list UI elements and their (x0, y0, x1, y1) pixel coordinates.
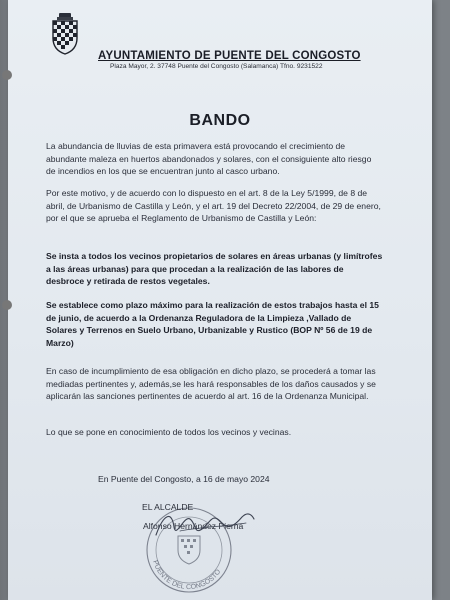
svg-text:PUENTE DEL CONGOSTO: PUENTE DEL CONGOSTO (151, 559, 223, 592)
paragraph-sanctions: En caso de incumplimiento de esa obligación en dicho plazo, se procederá a tomar las mediadas pertinentes y, además,se les hará responsables de los daños causados y se aplicarán las sanciones pertinentes de acuerdo al art. 16 de la Ordenanza Municipal. (46, 366, 376, 401)
paragraph-instruction: Se insta a todos los vecinos propietarios de solares en áreas urbanas (y limítrofes a las áreas urbanas) para que procedan a la realización de las labores de desbroce y retirada de restos vegetales. (46, 251, 383, 286)
punch-hole (2, 70, 12, 80)
punch-hole (2, 300, 12, 310)
document-heading: BANDO (189, 112, 251, 129)
municipality-title: AYUNTAMIENTO DE PUENTE DEL CONGOSTO (98, 50, 361, 62)
signer-title: EL ALCALDE (142, 502, 194, 512)
municipality-address: Plaza Mayor, 2. 37748 Puente del Congosto (Salamanca) Tfno. 9231522 (110, 63, 323, 70)
place-and-date: En Puente del Congosto, a 16 de mayo 2024 (98, 474, 270, 484)
paragraph-legal-basis: Por este motivo, y de acuerdo con lo dispuesto en el art. 8 de la Ley 5/1999, de 8 de abril, de Urbanismo de Castilla y León, y el art. 19 del Decreto 22/2004, de 29 de enero, por el que se aprueba el Reglamento de Urbanismo de Castilla y León: (46, 188, 381, 223)
paragraph-closing: Lo que se pone en conocimiento de todos los vecinos y vecinas. (46, 427, 292, 437)
paragraph-deadline: Se establece como plazo máximo para la realización de estos trabajos hasta el 15 de junio, de acuerdo a la Ordenanza Reguladora de la Limpieza ,Vallado de Solares y Terrenos en Suelo Urbano, Urbanizable y Rustico (BOP Nº 56 de 19 de Marzo) (46, 300, 379, 348)
municipal-crest-icon (48, 12, 82, 56)
paragraph-intro: La abundancia de lluvias de esta primavera está provocando el crecimiento de abundante maleza en huertos abandonados y solares, con el consiguiente alto riesgo de incendios en los que se encuentran junto al casco urbano. (46, 141, 372, 176)
handwritten-signature-icon (150, 505, 260, 545)
signer-name: Alfonso Hernández Pierna (143, 521, 244, 531)
